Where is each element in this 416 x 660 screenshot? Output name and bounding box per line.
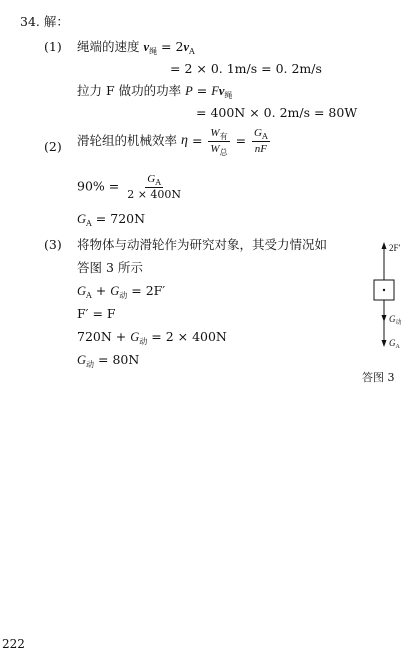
label-g-move: $G_动$ [389,314,402,326]
figure-caption: 答图 3 [362,371,395,384]
page-number: 222 [2,637,25,651]
problem-number: 34. 解： [20,14,69,29]
part3-eq3 [77,331,227,344]
var-v: v [143,40,150,54]
frac-ga-2f [125,173,183,200]
var-p: P [185,84,193,98]
eff-text: 滑轮组的机械效率 [77,132,178,148]
sub-a: A [189,47,195,56]
plus-sign: + [95,283,107,298]
frac-ga-nf [252,127,270,155]
power-text: 拉力 F 做功的功率 [77,83,182,98]
sub-a2: A [261,132,268,141]
down-arrowhead-2 [382,340,387,347]
label-g-a: $G_A$ [389,338,400,350]
var-nf: nF [254,142,268,155]
label-2f-prime: 2F′ [389,243,401,253]
sub-move: 动 [119,291,128,300]
part3-text2: 答图 3 所示 [77,260,143,275]
part1-speed-value: = 2 × 0. 1m/s = 0. 2m/s [170,61,322,76]
var-g-a: G [254,127,262,139]
den-2x400: 2 × 400N [127,187,182,201]
eq2-left: 90% = [77,178,120,194]
sub-use: 有 [219,132,228,141]
part3-eq2: F′ = F [77,306,116,321]
down-arrowhead-1 [382,315,387,322]
part3-eq4 [77,354,139,367]
eq1-rhs: = 2F′ [131,283,166,298]
sub-a5: A [86,291,92,300]
part1-power-value: = 400N × 0. 2m/s = 80W [196,105,358,120]
var-eta: η [181,133,188,149]
body-center-dot [383,289,385,291]
var-v-a: v [183,40,190,54]
eq-rhs: = 2 [161,39,184,54]
part2-eq2 [77,173,185,200]
var-g-move: G [110,284,120,298]
force-diagram [360,240,416,390]
sub-rope: 绳 [149,47,158,56]
var-g-move3: G [77,353,87,367]
sub-move2: 动 [139,337,148,346]
part3-eq1 [77,285,165,298]
part1-speed-line [77,41,195,54]
eq4-rhs: = 80N [98,352,140,367]
part3-label: (3) [44,237,62,252]
result-rhs: = 720N [95,211,146,226]
sub-a3: A [155,178,161,187]
part2-label: (2) [44,139,62,154]
var-g-move2: G [130,330,140,344]
sub-move3: 动 [86,360,95,369]
var-f: F [211,84,219,98]
part2-result [77,213,145,226]
sub-total: 总 [219,147,228,157]
var-w-use: W [210,127,220,139]
eq3-lhs: 720N + [77,329,127,344]
up-arrowhead [382,242,387,249]
part2-eff-line: 滑轮组的机械效率 η = $\frac{W_有}{W_总}$ = $\frac{G_A}{nF}$ [77,127,268,157]
part1-label: (1) [44,39,62,54]
var-g-a4: G [77,284,87,298]
var-v2: v [218,84,225,98]
force-diagram-svg [360,240,416,390]
part3-text1: 将物体与动滑轮作为研究对象，其受力情况如 [77,237,328,252]
var-w-total: W [210,142,220,155]
part1-power-line [77,85,232,98]
var-g-a3: G [77,212,87,226]
eq-sign: = [196,83,208,98]
var-g-a2: G [147,173,156,185]
frac-work [208,127,229,155]
sub-a4: A [86,219,92,228]
eq3-rhs: = 2 × 400N [151,329,227,344]
rope-speed-text: 绳端的速度 [77,39,140,54]
sub-rope2: 绳 [224,91,233,100]
